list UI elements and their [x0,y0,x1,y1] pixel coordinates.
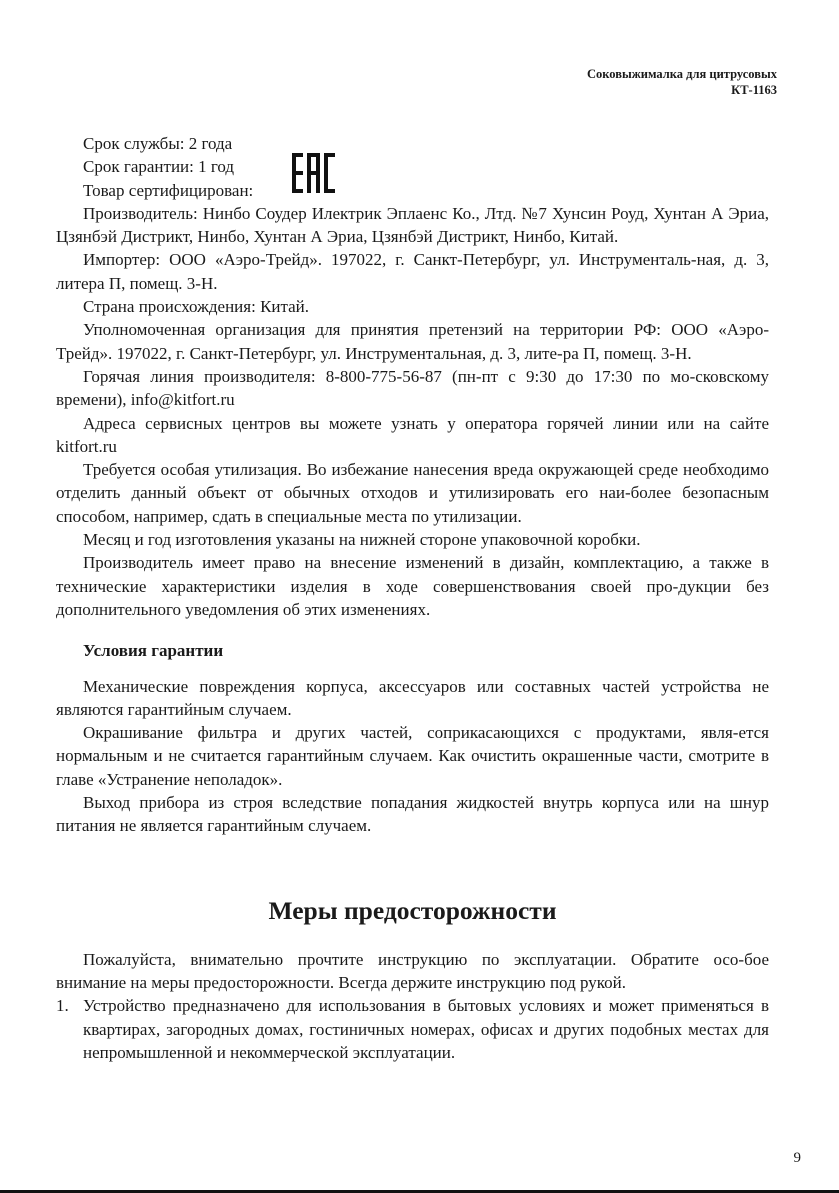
manufacturer-info: Производитель: Нинбо Соудер Илектрик Эплаенс Ко., Лтд. №7 Хунсин Роуд, Хунтан А Эриа, Цзянбэй Дистрикт, Нинбо, Хунтан А Эриа, Цзянбэй Дистрикт, Нинбо, Китай. [56,203,769,247]
eac-mark-icon [292,153,336,193]
page-header [587,66,777,98]
list-item [56,994,769,1064]
certification-line [56,179,769,202]
page-content [56,132,769,1064]
warranty-condition-paragraph: Окрашивание фильтра и других частей, соприкасающихся с продуктами, явля-ется нормальным и не считается гарантийным случаем. Как очистить окрашенные части, смотрите в главе «Устранение неполадок». [56,723,769,789]
country-of-origin: Страна происхождения: Китай. [83,297,310,317]
list-item-text: Устройство предназначено для использования в бытовых условиях и может применяться в квартирах, загородных домах, гостиничных номерах, офисах и других подобных местах для непромышленной и некоммерческой эксплуатации. [83,996,769,1062]
hotline-info: Горячая линия производителя: 8-800-775-56-87 (пн-пт с 9:30 до 17:30 по мо-сковскому времени), info@kitfort.ru [56,366,769,410]
page-number: 9 [793,1150,801,1166]
warranty-period: Срок гарантии: 1 год [83,157,235,177]
certification-label: Товар сертифицирован: [83,180,254,200]
service-life: Срок службы: 2 года [83,134,233,153]
importer-info: Импортер: ООО «Аэро-Трейд». 197022, г. Санкт-Петербург, ул. Инструменталь-ная, д. 3, литера П, помещ. 3-Н. [56,250,769,293]
manufacture-date-info: Месяц и год изготовления указаны на нижней стороне упаковочной коробки. [83,530,641,550]
header-model: КТ-1163 [731,83,777,97]
authorized-organization: Уполномоченная организация для принятия претензий на территории РФ: ООО «Аэро-Трейд». 197022, г. Санкт-Петербург, ул. Инструментальная, д. 3, лите-ра П, помещ. 3-Н. [56,320,769,363]
disposal-info: Требуется особая утилизация. Во избежание нанесения вреда окружающей среде необходимо отделить данный объект от обычных отходов и утилизировать его наи-более безопасным способом, например, сдать в специальные места по утилизации. [56,460,769,526]
precautions-intro: Пожалуйста, внимательно прочтите инструкцию по эксплуатации. Обратите осо-бое внимание на меры предосторожности. Всегда держите инструкцию под рукой. [56,949,769,992]
warranty-conditions-title: Условия гарантии [83,641,224,661]
header-product-name: Соковыжималка для цитрусовых [586,67,777,81]
changes-notice: Производитель имеет право на внесение изменений в дизайн, комплектацию, а также в технические характеристики изделия в ходе совершенствования своей про-дукции без дополнительного уведомления об этих изменениях. [56,553,769,619]
precautions-title: Меры предосторожности [268,895,557,925]
warranty-condition-paragraph: Выход прибора из строя вследствие попадания жидкостей внутрь корпуса или на шнур питания не является гарантийным случаем. [56,793,769,836]
list-item-number: 1. [56,996,69,1016]
warranty-condition-paragraph: Механические повреждения корпуса, аксессуаров или составных частей устройства не являются гарантийным случаем. [56,676,769,719]
service-centers-info: Адреса сервисных центров вы можете узнать у оператора горячей линии или на сайте kitfort.ru [56,413,769,456]
